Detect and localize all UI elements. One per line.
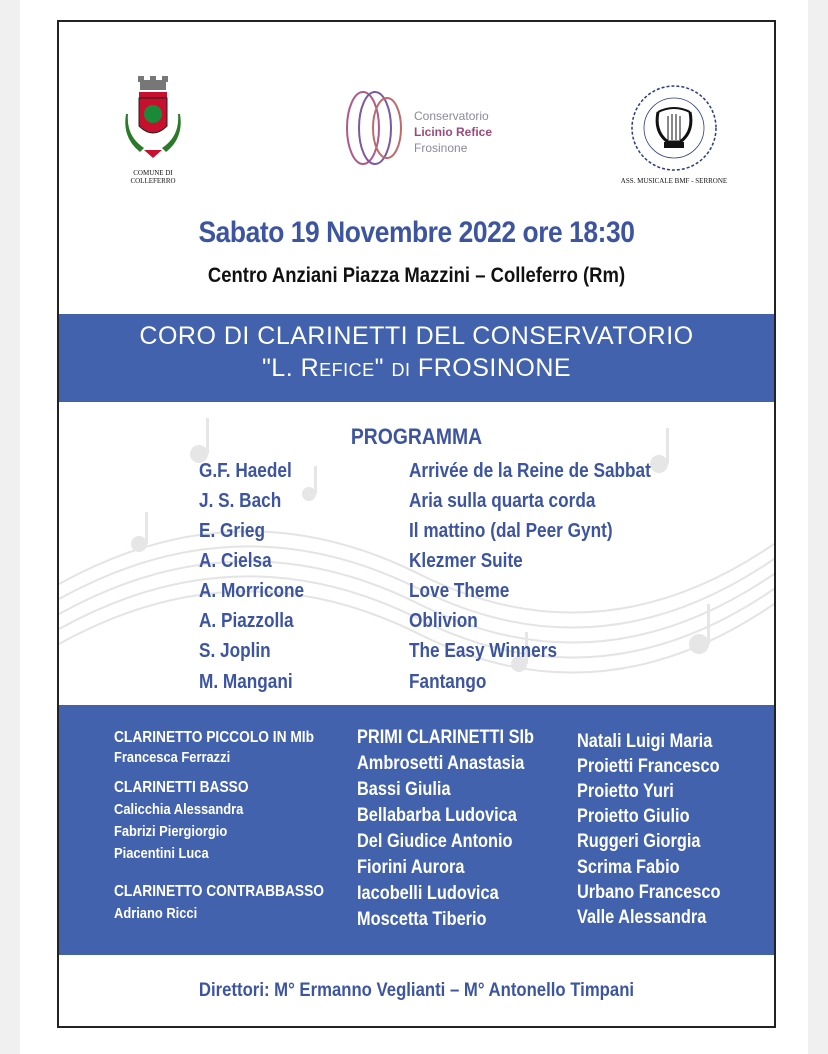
conservatorio-line1: Conservatorio xyxy=(414,109,489,123)
directors-line: Direttori: M° Ermanno Veglianti – M° Antonello Timpani xyxy=(198,980,635,1001)
comune-caption-line1: COMUNE DI xyxy=(133,169,173,177)
associazione-caption: ASS. MUSICALE BMF - SERRONE xyxy=(620,177,728,185)
performer-name: Proietto Yuri xyxy=(577,781,674,802)
program-piece: Love Theme xyxy=(409,580,510,602)
comune-logo xyxy=(113,74,193,185)
event-venue: Centro Anziani Piazza Mazzini – Colleferro (Rm) xyxy=(207,264,626,287)
performer-name: Bellabarba Ludovica xyxy=(357,805,517,826)
performer-name: Calicchia Alessandra xyxy=(114,801,244,818)
list-item xyxy=(59,550,774,580)
program-piece: Il mattino (dal Peer Gynt) xyxy=(409,520,613,542)
list-item xyxy=(59,610,774,640)
performer-name: Urbano Francesco xyxy=(577,882,721,903)
list-item xyxy=(59,520,774,550)
program-piece: Oblivion xyxy=(409,610,478,632)
band-title-line2: "L. Refice" di FROSINONE xyxy=(261,354,572,382)
conservatorio-logo xyxy=(339,84,539,174)
performer-name: Proietti Francesco xyxy=(577,756,720,777)
comune-caption xyxy=(113,169,193,185)
section-title: CLARINETTI BASSO xyxy=(114,779,249,796)
program-composer: A. Cielsa xyxy=(199,550,272,572)
performer-name: Fiorini Aurora xyxy=(357,857,465,878)
program-composer: M. Mangani xyxy=(199,671,293,693)
performer-name: Del Giudice Antonio xyxy=(357,831,513,852)
conservatorio-line2: Licinio Refice xyxy=(414,125,493,139)
program-composer: G.F. Haedel xyxy=(199,460,292,482)
performer-name: Natali Luigi Maria xyxy=(577,731,713,752)
program-composer: S. Joplin xyxy=(199,640,271,662)
associazione-logo xyxy=(609,82,739,185)
program-piece: Aria sulla quarta corda xyxy=(409,490,596,512)
performer-name: Scrima Fabio xyxy=(577,857,680,878)
performer-name: Adriano Ricci xyxy=(114,905,198,922)
program-piece: Klezmer Suite xyxy=(409,550,523,572)
band-title-line1: CORO DI CLARINETTI DEL CONSERVATORIO xyxy=(139,322,694,350)
performer-name: Valle Alessandra xyxy=(577,907,707,928)
performer-name: Fabrizi Piergiorgio xyxy=(114,823,228,840)
program-piece: Arrivée de la Reine de Sabbat xyxy=(409,460,651,482)
list-item xyxy=(59,490,774,520)
program-composer: E. Grieg xyxy=(199,520,265,542)
program-composer: A. Piazzolla xyxy=(199,610,294,632)
performer-name: Iacobelli Ludovica xyxy=(357,883,499,904)
performer-name: Ambrosetti Anastasia xyxy=(357,753,525,774)
list-item xyxy=(59,640,774,670)
list-item xyxy=(59,580,774,610)
conservatorio-logo-icon xyxy=(339,84,409,174)
program-composer: J. S. Bach xyxy=(199,490,282,512)
section-title: CLARINETTO PICCOLO IN MIb xyxy=(114,729,315,746)
programma-title: PROGRAMMA xyxy=(350,424,483,449)
title-band xyxy=(59,314,774,402)
lyre-seal-icon xyxy=(628,82,720,174)
program-composer: A. Morricone xyxy=(199,580,305,602)
list-item xyxy=(59,671,774,701)
performer-name: Proietto Giulio xyxy=(577,806,690,827)
program-piece: The Easy Winners xyxy=(409,640,558,662)
performers-block xyxy=(59,705,774,955)
performer-name: Piacentini Luca xyxy=(114,845,209,862)
section-title: PRIMI CLARINETTI SIb xyxy=(357,727,535,748)
coat-of-arms-icon xyxy=(122,74,184,166)
comune-caption-line2: COLLEFERRO xyxy=(130,177,176,185)
section-title: CLARINETTO CONTRABBASSO xyxy=(114,883,324,900)
program-piece: Fantango xyxy=(409,671,487,693)
conservatorio-line3: Frosinone xyxy=(414,141,468,155)
performer-name: Bassi Giulia xyxy=(357,779,451,800)
list-item xyxy=(59,460,774,490)
performer-name: Moscetta Tiberio xyxy=(357,909,487,930)
performer-name: Ruggeri Giorgia xyxy=(577,831,701,852)
event-date: Sabato 19 Novembre 2022 ore 18:30 xyxy=(198,216,635,249)
performer-name: Francesca Ferrazzi xyxy=(114,749,231,766)
concert-poster xyxy=(57,20,776,1028)
